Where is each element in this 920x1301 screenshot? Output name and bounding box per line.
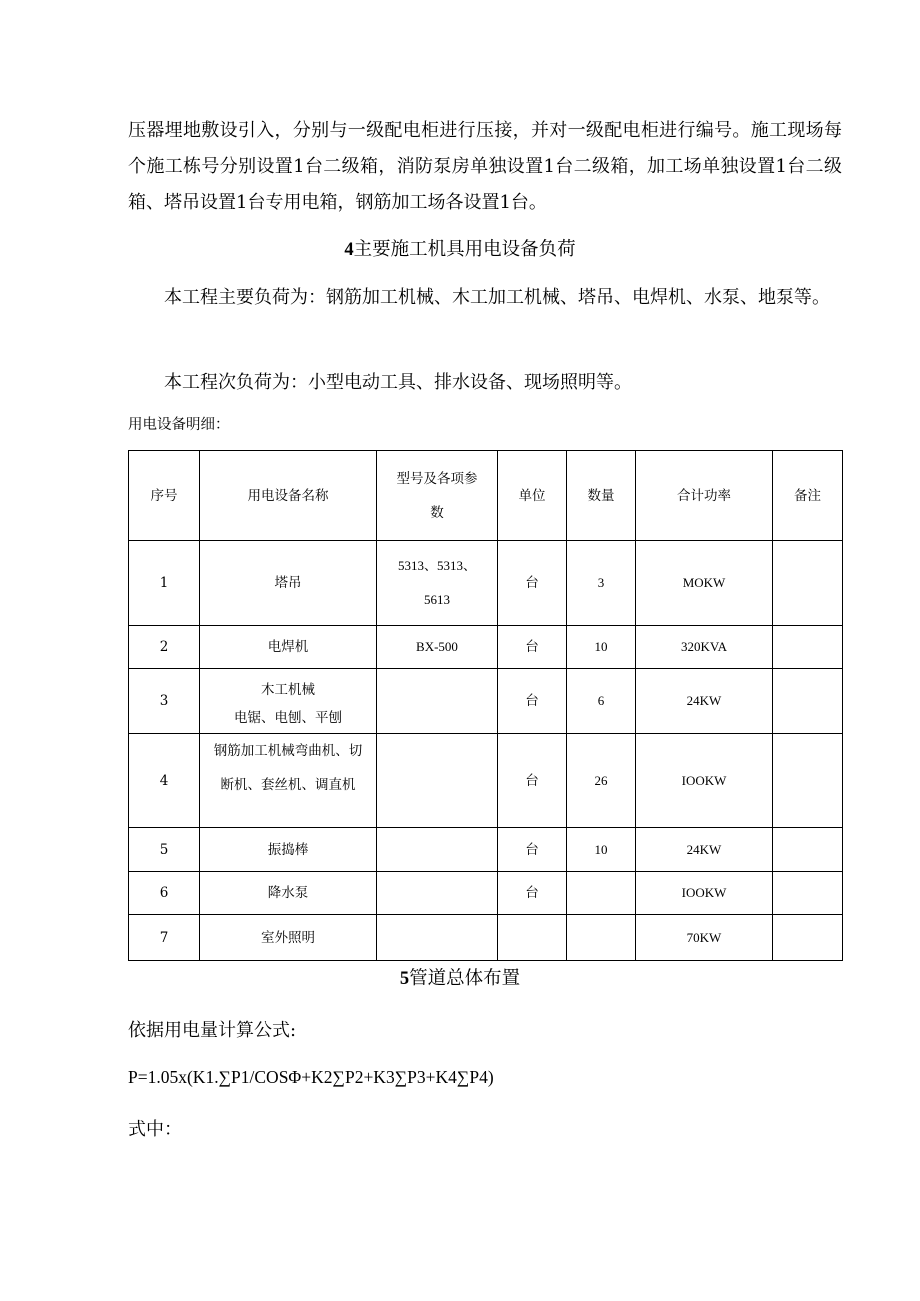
- cell-note: [773, 872, 843, 915]
- header-model: [377, 451, 498, 541]
- cell-unit: [498, 915, 567, 961]
- cell-model: BX-500: [377, 626, 498, 669]
- cell-qty: 10: [567, 828, 636, 872]
- power-formula: P=1.05x(K1.∑P1/COSΦ+K2∑P2+K3∑P3+K4∑P4): [128, 1067, 494, 1087]
- cell-unit: 台: [498, 541, 567, 626]
- paragraph-formula-intro: 依据用电量计算公式:: [128, 1020, 297, 1041]
- table-row: [129, 541, 843, 626]
- header-power: 合计功率: [636, 451, 773, 541]
- table-row: [129, 915, 843, 961]
- cell-unit: 台: [498, 626, 567, 669]
- cell-note: [773, 828, 843, 872]
- cell-unit: 台: [498, 828, 567, 872]
- cell-note: [773, 915, 843, 961]
- cell-name: 降水泵: [200, 872, 377, 915]
- cell-note: [773, 541, 843, 626]
- cell-power: IOOKW: [636, 734, 773, 828]
- cell-unit: 台: [498, 872, 567, 915]
- header-model-line1: 型号及各项参: [396, 470, 478, 487]
- cell-power: 320KVA: [636, 626, 773, 669]
- table-row: [129, 626, 843, 669]
- header-qty: 数量: [567, 451, 636, 541]
- cell-model: [377, 915, 498, 961]
- cell-qty: 26: [567, 734, 636, 828]
- section-heading-4: [0, 237, 920, 263]
- section-number: 5: [399, 969, 410, 989]
- table-row: [129, 828, 843, 872]
- cell-name: [200, 669, 377, 734]
- paragraph-power-distribution: 压器埋地敷设引入，分别与一级配电柜进行压接，并对一级配电柜进行编号。施工现场每个施工栋号分别设置1台二级箱，消防泵房单独设置1台二级箱，加工场单独设置1台二级箱、塔吊设置1台专用电箱，钢筋加工场各设置1台。: [128, 120, 842, 213]
- table-row: [129, 734, 843, 828]
- cell-seq: 1: [129, 541, 200, 626]
- cell-seq: 2: [129, 626, 200, 669]
- paragraph-main-load: 本工程主要负荷为：钢筋加工机械、木工加工机械、塔吊、电焊机、水泵、地泵等。: [164, 287, 830, 308]
- cell-model: [377, 828, 498, 872]
- header-note: 备注: [773, 451, 843, 541]
- section-title: 管道总体布置: [409, 968, 521, 989]
- cell-model: [377, 872, 498, 915]
- table-row: [129, 872, 843, 915]
- cell-name-line2: 断机、套丝机、调直机: [220, 777, 356, 793]
- cell-name: 塔吊: [200, 541, 377, 626]
- equipment-table: [128, 450, 843, 961]
- table-caption: 用电设备明细：: [128, 417, 230, 433]
- cell-model: [377, 669, 498, 734]
- cell-qty: 10: [567, 626, 636, 669]
- section-heading-5: [0, 966, 920, 992]
- cell-model: [377, 734, 498, 828]
- table-header-row: [129, 451, 843, 541]
- cell-seq: 3: [129, 669, 200, 734]
- cell-qty: 3: [567, 541, 636, 626]
- cell-note: [773, 626, 843, 669]
- table-row: [129, 669, 843, 734]
- cell-power: 24KW: [636, 669, 773, 734]
- cell-power: 24KW: [636, 828, 773, 872]
- cell-seq: 6: [129, 872, 200, 915]
- cell-qty: [567, 872, 636, 915]
- cell-name: [200, 734, 377, 828]
- cell-model-line2: 5613: [424, 592, 450, 607]
- header-unit: 单位: [498, 451, 567, 541]
- cell-unit: 台: [498, 734, 567, 828]
- cell-name-line2: 电锯、电刨、平刨: [234, 710, 342, 726]
- cell-note: [773, 734, 843, 828]
- header-name: 用电设备名称: [200, 451, 377, 541]
- cell-name-line1: 木工机械: [261, 682, 315, 698]
- header-model-line2: 数: [430, 504, 444, 521]
- cell-name: 振捣棒: [200, 828, 377, 872]
- header-seq: 序号: [129, 451, 200, 541]
- paragraph-secondary-load: 本工程次负荷为：小型电动工具、排水设备、现场照明等。: [164, 372, 632, 393]
- section-title: 主要施工机具用电设备负荷: [353, 239, 576, 260]
- cell-name: 电焊机: [200, 626, 377, 669]
- cell-seq: 5: [129, 828, 200, 872]
- cell-qty: [567, 915, 636, 961]
- cell-note: [773, 669, 843, 734]
- cell-qty: 6: [567, 669, 636, 734]
- cell-name-line1: 钢筋加工机械弯曲机、切: [213, 743, 363, 759]
- cell-seq: 4: [129, 734, 200, 828]
- cell-power: MOKW: [636, 541, 773, 626]
- cell-power: IOOKW: [636, 872, 773, 915]
- cell-name: 室外照明: [200, 915, 377, 961]
- paragraph-where: 式中：: [128, 1119, 182, 1140]
- cell-model: [377, 541, 498, 626]
- cell-model-line1: 5313、5313、: [397, 558, 476, 573]
- cell-unit: 台: [498, 669, 567, 734]
- cell-seq: 7: [129, 915, 200, 961]
- cell-power: 70KW: [636, 915, 773, 961]
- section-number: 4: [344, 240, 354, 260]
